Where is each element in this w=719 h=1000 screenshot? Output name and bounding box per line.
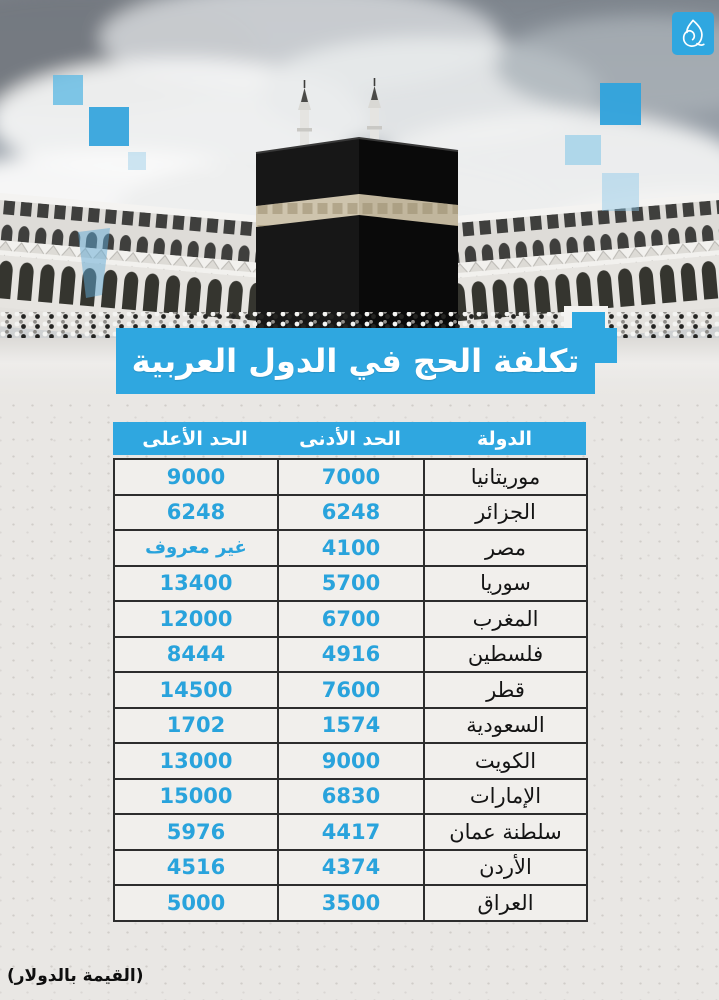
country-cell: العراق — [424, 885, 587, 921]
table-row — [114, 885, 587, 921]
table-row — [114, 779, 587, 815]
decor-square — [602, 173, 639, 211]
table-row — [114, 459, 587, 495]
country-cell: مصر — [424, 530, 587, 566]
banner-tab — [595, 328, 617, 363]
decor-square — [600, 83, 641, 125]
table-row — [114, 850, 587, 886]
decor-square — [565, 135, 601, 165]
max-cell: 1702 — [114, 708, 278, 744]
country-cell: الجزائر — [424, 495, 587, 531]
decor-square — [128, 152, 146, 170]
max-cell: 4516 — [114, 850, 278, 886]
max-cell: غير معروف — [114, 530, 278, 566]
table-row — [114, 672, 587, 708]
table-header — [113, 422, 586, 455]
table-row — [114, 637, 587, 673]
min-cell: 7600 — [278, 672, 424, 708]
country-cell: سلطنة عمان — [424, 814, 587, 850]
cost-table — [113, 458, 588, 922]
min-cell: 1574 — [278, 708, 424, 744]
min-cell: 6830 — [278, 779, 424, 815]
title-banner — [116, 328, 595, 394]
max-cell: 13400 — [114, 566, 278, 602]
header-max: الحد الأعلى — [142, 427, 248, 450]
min-cell: 4374 — [278, 850, 424, 886]
country-cell: سوريا — [424, 566, 587, 602]
decor-square — [53, 75, 83, 105]
max-cell: 13000 — [114, 743, 278, 779]
max-cell: 12000 — [114, 601, 278, 637]
country-cell: فلسطين — [424, 637, 587, 673]
al-jazeera-logo — [672, 12, 714, 55]
max-cell: 5000 — [114, 885, 278, 921]
country-cell: موريتانيا — [424, 459, 587, 495]
max-cell: 6248 — [114, 495, 278, 531]
max-cell: 9000 — [114, 459, 278, 495]
decor-square — [89, 107, 129, 146]
min-cell: 4916 — [278, 637, 424, 673]
max-cell: 15000 — [114, 779, 278, 815]
header-min: الحد الأدنى — [299, 427, 401, 450]
table-row — [114, 566, 587, 602]
min-cell: 6700 — [278, 601, 424, 637]
max-cell: 5976 — [114, 814, 278, 850]
table-row — [114, 601, 587, 637]
country-cell: قطر — [424, 672, 587, 708]
country-cell: المغرب — [424, 601, 587, 637]
country-cell: الإمارات — [424, 779, 587, 815]
table-row — [114, 743, 587, 779]
table-row — [114, 530, 587, 566]
unit-footnote: (القيمة بالدولار) — [7, 966, 144, 986]
header-country: الدولة — [476, 427, 533, 450]
al-jazeera-flame-icon — [677, 17, 709, 51]
country-cell: الأردن — [424, 850, 587, 886]
country-cell: الكويت — [424, 743, 587, 779]
min-cell: 6248 — [278, 495, 424, 531]
table-row — [114, 708, 587, 744]
page-title: تكلفة الحج في الدول العربية — [131, 342, 580, 380]
table-row — [114, 814, 587, 850]
min-cell: 7000 — [278, 459, 424, 495]
country-cell: السعودية — [424, 708, 587, 744]
min-cell: 4417 — [278, 814, 424, 850]
min-cell: 4100 — [278, 530, 424, 566]
min-cell: 5700 — [278, 566, 424, 602]
max-cell: 14500 — [114, 672, 278, 708]
min-cell: 3500 — [278, 885, 424, 921]
table-row — [114, 495, 587, 531]
max-cell: 8444 — [114, 637, 278, 673]
min-cell: 9000 — [278, 743, 424, 779]
